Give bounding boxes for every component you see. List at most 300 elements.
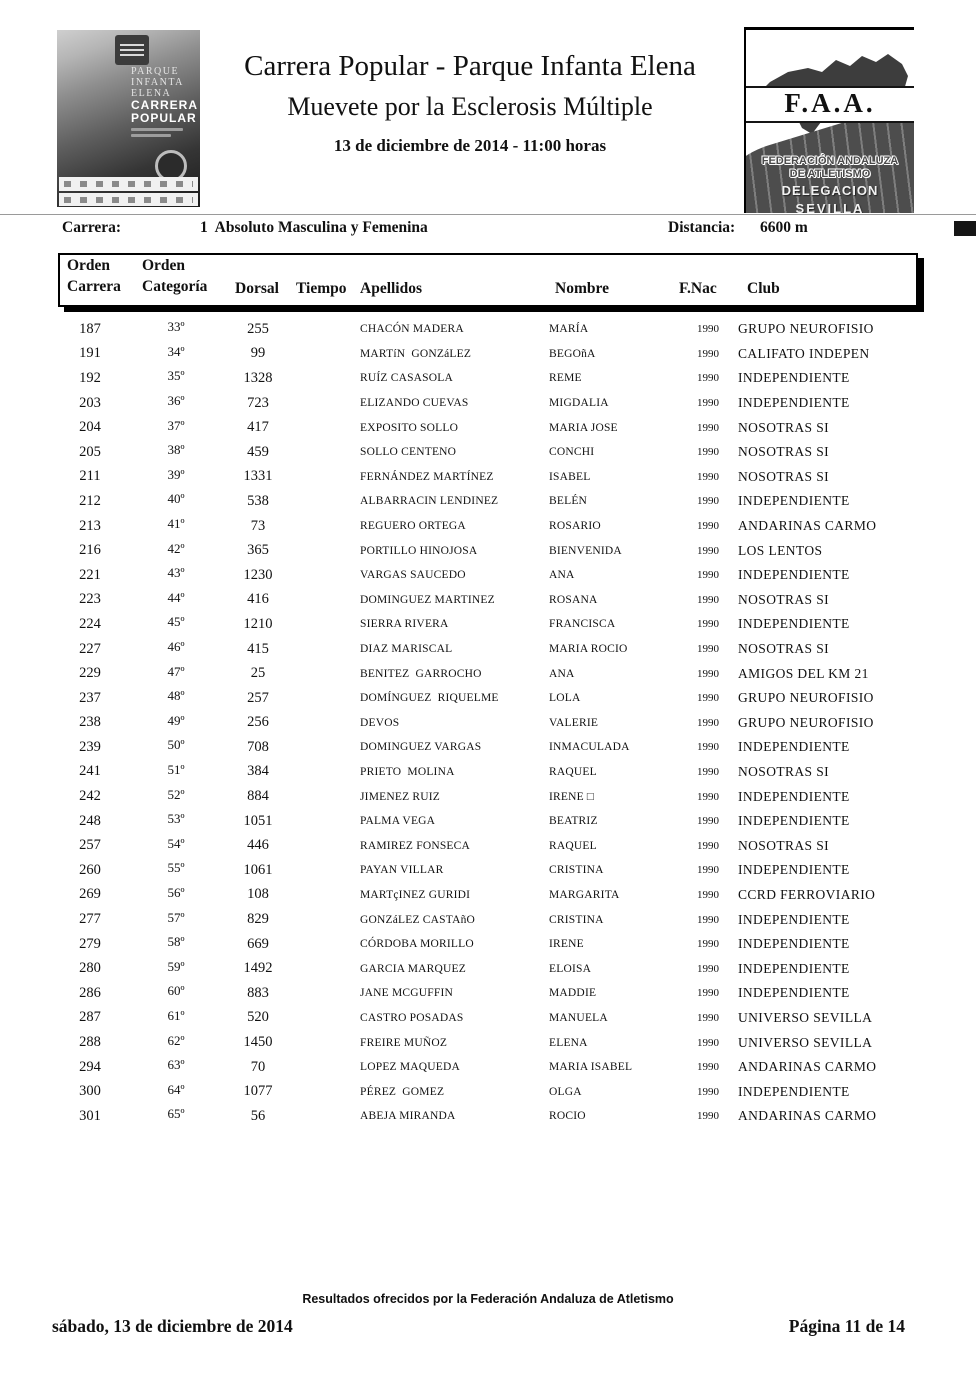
table-row [58, 563, 958, 588]
cell-nombre: RAQUEL [549, 839, 597, 852]
cell-club: NOSOTRAS SI [738, 468, 830, 484]
cell-fnac: 1990 [697, 397, 719, 410]
event-datetime: 13 de diciembre de 2014 - 11:00 horas [333, 136, 607, 155]
cell-categoria: 52º [167, 786, 185, 802]
cell-dorsal: 56 [250, 1107, 266, 1124]
cell-apellidos: LOPEZ MAQUEDA [360, 1061, 461, 1074]
cell-dorsal: 25 [250, 665, 266, 682]
cell-apellidos: PRIETO MOLINA [360, 765, 455, 778]
cell-orden: 288 [79, 1034, 101, 1051]
table-row [58, 1104, 958, 1129]
cell-orden: 191 [79, 345, 101, 362]
cell-fnac: 1990 [697, 765, 719, 778]
cell-dorsal: 257 [247, 689, 269, 706]
cell-categoria: 37º [167, 417, 185, 433]
cell-apellidos: JANE MCGUFFIN [360, 987, 454, 1000]
cell-nombre: ANA [549, 569, 575, 582]
cell-fnac: 1990 [697, 667, 719, 680]
cell-dorsal: 520 [247, 1009, 269, 1026]
cell-nombre: IRENE □ [549, 790, 595, 803]
cell-apellidos: ALBARRACIN LENDINEZ [360, 495, 499, 508]
cell-dorsal: 883 [247, 984, 269, 1001]
cell-orden: 237 [79, 689, 101, 706]
cell-categoria: 41º [167, 516, 185, 532]
cell-dorsal: 1492 [243, 960, 273, 977]
cell-apellidos: BENITEZ GARROCHO [360, 667, 482, 680]
cell-dorsal: 99 [250, 345, 266, 362]
cell-orden: 223 [79, 591, 101, 608]
cell-orden: 287 [79, 1009, 101, 1026]
cell-orden: 212 [79, 492, 101, 509]
cell-categoria: 54º [167, 835, 185, 851]
cell-categoria: 35º [167, 368, 185, 384]
cell-apellidos: MARTíN GONZáLEZ [360, 347, 472, 360]
table-row [58, 489, 958, 514]
cell-dorsal: 1328 [243, 369, 273, 386]
table-row [58, 711, 958, 736]
header-orden-categoria: Orden [142, 257, 186, 274]
table-row [58, 858, 958, 883]
cell-apellidos: EXPOSITO SOLLO [360, 421, 459, 434]
cell-apellidos: DOMINGUEZ VARGAS [360, 741, 482, 754]
poster-venue-line: ELENA [131, 88, 172, 99]
cell-dorsal: 1051 [243, 812, 273, 829]
cell-club: INDEPENDIENTE [738, 370, 850, 386]
cell-club: INDEPENDIENTE [738, 493, 850, 509]
cell-nombre: MANUELA [549, 1011, 608, 1024]
cell-nombre: MARIA ISABEL [549, 1061, 633, 1074]
cell-fnac: 1990 [697, 839, 719, 852]
faa-acronym: F.A.A. [746, 86, 914, 123]
cell-apellidos: DOMÍNGUEZ RIQUELME [360, 692, 499, 705]
cell-nombre: ELOISA [549, 962, 592, 975]
cell-categoria: 39º [167, 466, 185, 482]
cell-categoria: 55º [167, 860, 185, 876]
cell-fnac: 1990 [697, 815, 719, 828]
cell-orden: 300 [79, 1083, 101, 1100]
cell-club: INDEPENDIENTE [738, 739, 850, 755]
cell-apellidos: SOLLO CENTENO [360, 446, 457, 459]
cell-dorsal: 1061 [243, 861, 273, 878]
cell-dorsal: 73 [250, 517, 266, 534]
cell-nombre: RAQUEL [549, 765, 597, 778]
cell-apellidos: SIERRA RIVERA [360, 618, 449, 631]
header-tiempo: Tiempo [296, 280, 347, 297]
table-row [58, 342, 958, 367]
table-row [58, 538, 958, 563]
distancia-value: 6600 m [760, 219, 808, 236]
cell-dorsal: 446 [247, 837, 269, 854]
cell-categoria: 64º [167, 1081, 185, 1097]
cell-nombre: CRISTINA [549, 864, 604, 877]
cell-fnac: 1990 [697, 938, 719, 951]
cell-apellidos: CÓRDOBA MORILLO [360, 938, 474, 951]
faa-org-line: FEDERACIÓN ANDALUZA [761, 155, 899, 167]
header-club: Club [747, 280, 780, 297]
cell-fnac: 1990 [697, 987, 719, 1000]
cell-club: ANDARINAS CARMO [738, 1059, 877, 1075]
cell-dorsal: 415 [247, 640, 269, 657]
cell-orden: 204 [79, 419, 101, 436]
cell-club: INDEPENDIENTE [738, 567, 850, 583]
cell-dorsal: 884 [247, 788, 269, 805]
cell-categoria: 65º [167, 1106, 185, 1122]
cell-nombre: MIGDALIA [549, 397, 609, 410]
cell-fnac: 1990 [697, 569, 719, 582]
poster-venue-line: PARQUE [131, 66, 180, 77]
table-row [58, 588, 958, 613]
cell-apellidos: RUÍZ CASASOLA [360, 372, 454, 385]
cell-apellidos: DIAZ MARISCAL [360, 643, 453, 656]
header-fnac: F.Nac [679, 280, 717, 297]
cell-nombre: ROSANA [549, 593, 598, 606]
cell-nombre: FRANCISCA [549, 618, 616, 631]
cell-club: NOSOTRAS SI [738, 837, 830, 853]
cell-club: NOSOTRAS SI [738, 591, 830, 607]
cell-apellidos: DEVOS [360, 716, 400, 729]
poster-event-line: CARRERA [131, 98, 198, 112]
footer-date: sábado, 13 de diciembre de 2014 [52, 1316, 293, 1336]
table-row [58, 907, 958, 932]
cell-nombre: MARIA ROCIO [549, 643, 628, 656]
cell-apellidos: MARTçINEZ GURIDI [360, 888, 471, 901]
table-row [58, 661, 958, 686]
footer-page-number: Página 11 de 14 [788, 1316, 905, 1336]
cell-dorsal: 1077 [243, 1083, 273, 1100]
cell-dorsal: 416 [247, 591, 269, 608]
results-table-header [58, 253, 918, 307]
page-title: Carrera Popular - Parque Infanta Elena [244, 50, 696, 82]
race-info-line [0, 219, 976, 239]
cell-orden: 224 [79, 615, 101, 632]
cell-nombre: ISABEL [549, 470, 591, 483]
cell-dorsal: 829 [247, 911, 269, 928]
cell-nombre: MARÍA [549, 323, 589, 336]
faa-delegation-line: DELEGACION [781, 183, 879, 198]
cell-nombre: MARIA JOSE [549, 421, 618, 434]
header-orden-categoria: Categoría [142, 278, 208, 295]
cell-orden: 216 [79, 542, 101, 559]
cell-apellidos: PAYAN VILLAR [360, 864, 444, 877]
cell-apellidos: VARGAS SAUCEDO [360, 569, 466, 582]
cell-fnac: 1990 [697, 864, 719, 877]
cell-club: CCRD FERROVIARIO [738, 886, 876, 902]
table-row [58, 760, 958, 785]
cell-fnac: 1990 [697, 446, 719, 459]
cell-dorsal: 365 [247, 542, 269, 559]
cell-nombre: ROSARIO [549, 520, 601, 533]
cell-club: GRUPO NEUROFISIO [738, 321, 874, 337]
cell-categoria: 34º [167, 343, 185, 359]
cell-club: INDEPENDIENTE [738, 1083, 850, 1099]
distancia-label: Distancia: [668, 219, 736, 236]
cell-categoria: 57º [167, 909, 185, 925]
cell-nombre: BEATRIZ [549, 815, 598, 828]
cell-categoria: 61º [167, 1007, 185, 1023]
cell-apellidos: ELIZANDO CUEVAS [360, 397, 469, 410]
cell-categoria: 53º [167, 811, 185, 827]
cell-orden: 192 [79, 369, 101, 386]
cell-fnac: 1990 [697, 1110, 719, 1123]
table-row [58, 391, 958, 416]
cell-dorsal: 108 [247, 886, 269, 903]
cell-club: GRUPO NEUROFISIO [738, 690, 874, 706]
cell-categoria: 60º [167, 983, 185, 999]
cell-nombre: ROCIO [549, 1110, 586, 1123]
results-credit-line: Resultados ofrecidos por la Federación Andaluza de Atletismo [302, 1292, 674, 1306]
cell-orden: 238 [79, 714, 101, 731]
cell-apellidos: FERNÁNDEZ MARTÍNEZ [360, 470, 494, 483]
cell-nombre: ANA [549, 667, 575, 680]
cell-club: INDEPENDIENTE [738, 960, 850, 976]
cell-categoria: 36º [167, 393, 185, 409]
cell-apellidos: RAMIREZ FONSECA [360, 839, 471, 852]
cell-orden: 239 [79, 738, 101, 755]
cell-fnac: 1990 [697, 643, 719, 656]
cell-apellidos: FREIRE MUÑOZ [360, 1036, 448, 1049]
cell-apellidos: DOMINGUEZ MARTINEZ [360, 593, 495, 606]
cell-club: CALIFATO INDEPEN [738, 345, 870, 361]
header-orden-carrera: Carrera [67, 278, 121, 295]
cell-dorsal: 417 [247, 419, 269, 436]
cell-orden: 203 [79, 394, 101, 411]
cell-fnac: 1990 [697, 962, 719, 975]
cell-fnac: 1990 [697, 1036, 719, 1049]
cell-fnac: 1990 [697, 913, 719, 926]
cell-apellidos: PALMA VEGA [360, 815, 436, 828]
cell-orden: 301 [79, 1107, 101, 1124]
table-row [58, 637, 958, 662]
cell-categoria: 59º [167, 958, 185, 974]
cell-apellidos: REGUERO ORTEGA [360, 520, 466, 533]
cell-club: NOSOTRAS SI [738, 763, 830, 779]
poster-fineprint-bar [131, 128, 183, 131]
cell-orden: 279 [79, 935, 101, 952]
cell-fnac: 1990 [697, 716, 719, 729]
cell-club: AMIGOS DEL KM 21 [738, 665, 869, 681]
cell-fnac: 1990 [697, 323, 719, 336]
table-row [58, 317, 958, 342]
cell-club: NOSOTRAS SI [738, 641, 830, 657]
cell-fnac: 1990 [697, 470, 719, 483]
cell-categoria: 42º [167, 540, 185, 556]
poster-venue-line: INFANTA [131, 77, 184, 88]
cell-nombre: MARGARITA [549, 888, 620, 901]
cell-fnac: 1990 [697, 421, 719, 434]
table-row [58, 809, 958, 834]
cell-dorsal: 708 [247, 738, 269, 755]
header-dorsal: Dorsal [235, 280, 279, 297]
cell-orden: 269 [79, 886, 101, 903]
cell-club: INDEPENDIENTE [738, 788, 850, 804]
cell-dorsal: 1450 [243, 1034, 273, 1051]
cell-nombre: BEGOñA [549, 347, 596, 360]
cell-orden: 257 [79, 837, 101, 854]
cell-nombre: BELÉN [549, 495, 588, 508]
event-poster-image [57, 30, 200, 207]
cell-dorsal: 538 [247, 492, 269, 509]
cell-club: INDEPENDIENTE [738, 936, 850, 952]
cell-orden: 213 [79, 517, 101, 534]
header-apellidos: Apellidos [360, 280, 423, 297]
cell-dorsal: 1230 [243, 566, 273, 583]
cell-apellidos: GARCIA MARQUEZ [360, 962, 466, 975]
cell-nombre: IRENE [549, 938, 584, 951]
cell-fnac: 1990 [697, 347, 719, 360]
cell-categoria: 48º [167, 688, 185, 704]
cell-orden: 229 [79, 665, 101, 682]
cell-club: ANDARINAS CARMO [738, 518, 877, 534]
cell-fnac: 1990 [697, 888, 719, 901]
faa-city-line: SEVILLA [795, 201, 865, 213]
cell-club: NOSOTRAS SI [738, 419, 830, 435]
cell-orden: 187 [79, 320, 101, 337]
cell-dorsal: 459 [247, 443, 269, 460]
table-row [58, 1079, 958, 1104]
poster-sponsors-strip [59, 193, 198, 206]
cell-dorsal: 255 [247, 320, 269, 337]
cell-nombre: CRISTINA [549, 913, 604, 926]
cell-club: INDEPENDIENTE [738, 911, 850, 927]
cell-club: GRUPO NEUROFISIO [738, 714, 874, 730]
table-row [58, 1006, 958, 1031]
cell-dorsal: 669 [247, 935, 269, 952]
cell-categoria: 43º [167, 565, 185, 581]
faa-org-line: DE ATLETISMO [789, 168, 871, 180]
cell-orden: 294 [79, 1058, 101, 1075]
cell-orden: 205 [79, 443, 101, 460]
cell-club: NOSOTRAS SI [738, 444, 830, 460]
cell-club: UNIVERSO SEVILLA [738, 1009, 873, 1025]
table-row [58, 514, 958, 539]
cell-apellidos: GONZáLEZ CASTAñO [360, 913, 476, 926]
cell-categoria: 40º [167, 491, 185, 507]
cell-dorsal: 1210 [243, 615, 273, 632]
cell-categoria: 56º [167, 884, 185, 900]
cell-fnac: 1990 [697, 1061, 719, 1074]
cell-dorsal: 384 [247, 763, 269, 780]
cell-orden: 211 [79, 468, 101, 485]
cell-nombre: INMACULADA [549, 741, 630, 754]
cell-orden: 248 [79, 812, 101, 829]
cell-fnac: 1990 [697, 741, 719, 754]
cell-apellidos: PÉREZ GOMEZ [360, 1085, 445, 1098]
table-row [58, 833, 958, 858]
cell-categoria: 38º [167, 442, 185, 458]
carrera-value: 1 Absoluto Masculina y Femenina [200, 219, 428, 236]
header-orden-carrera: Orden [67, 257, 111, 274]
cell-dorsal: 1331 [243, 468, 273, 485]
cell-fnac: 1990 [697, 1011, 719, 1024]
table-row [58, 440, 958, 465]
cell-dorsal: 256 [247, 714, 269, 731]
cell-categoria: 49º [167, 712, 185, 728]
header-nombre: Nombre [555, 280, 609, 297]
results-rows [58, 317, 958, 1129]
cell-orden: 221 [79, 566, 101, 583]
cell-apellidos: JIMENEZ RUIZ [360, 790, 441, 803]
table-row [58, 366, 958, 391]
cell-fnac: 1990 [697, 544, 719, 557]
poster-emblem-icon [115, 35, 149, 65]
table-row [58, 1030, 958, 1055]
cell-nombre: MADDIE [549, 987, 597, 1000]
cell-fnac: 1990 [697, 372, 719, 385]
cell-categoria: 51º [167, 761, 185, 777]
cell-categoria: 45º [167, 614, 185, 630]
table-row [58, 415, 958, 440]
cell-apellidos: CASTRO POSADAS [360, 1011, 464, 1024]
table-row [58, 883, 958, 908]
table-row [58, 686, 958, 711]
cell-club: ANDARINAS CARMO [738, 1108, 877, 1124]
cell-club: INDEPENDIENTE [738, 395, 850, 411]
cell-fnac: 1990 [697, 495, 719, 508]
cell-club: INDEPENDIENTE [738, 985, 850, 1001]
table-row [58, 981, 958, 1006]
cell-orden: 286 [79, 984, 101, 1001]
cell-categoria: 50º [167, 737, 185, 753]
table-row [58, 932, 958, 957]
cell-categoria: 63º [167, 1057, 185, 1073]
cell-fnac: 1990 [697, 1085, 719, 1098]
cell-fnac: 1990 [697, 618, 719, 631]
cell-categoria: 58º [167, 934, 185, 950]
cell-club: LOS LENTOS [738, 542, 823, 558]
cell-nombre: OLGA [549, 1085, 582, 1098]
poster-fineprint-bar [131, 134, 171, 137]
table-row [58, 1055, 958, 1080]
cell-club: INDEPENDIENTE [738, 862, 850, 878]
cell-orden: 277 [79, 911, 101, 928]
page-subtitle: Muevete por la Esclerosis Múltiple [287, 92, 653, 121]
cell-nombre: ELENA [549, 1036, 588, 1049]
cell-nombre: REME [549, 372, 582, 385]
table-row [58, 784, 958, 809]
cell-orden: 242 [79, 788, 101, 805]
cell-orden: 227 [79, 640, 101, 657]
cell-orden: 241 [79, 763, 101, 780]
table-row [58, 956, 958, 981]
cell-apellidos: ABEJA MIRANDA [360, 1110, 456, 1123]
cell-nombre: CONCHI [549, 446, 595, 459]
cell-categoria: 62º [167, 1032, 185, 1048]
cell-categoria: 33º [167, 319, 185, 335]
table-row [58, 465, 958, 490]
cell-categoria: 44º [167, 589, 185, 605]
cell-club: INDEPENDIENTE [738, 616, 850, 632]
cell-dorsal: 723 [247, 394, 269, 411]
cell-nombre: LOLA [549, 692, 581, 705]
cell-fnac: 1990 [697, 790, 719, 803]
cell-orden: 280 [79, 960, 101, 977]
cell-apellidos: PORTILLO HINOJOSA [360, 544, 478, 557]
poster-sponsors-strip [59, 177, 198, 191]
cell-fnac: 1990 [697, 593, 719, 606]
poster-event-line: POPULAR [131, 111, 197, 125]
cell-categoria: 47º [167, 663, 185, 679]
carrera-label: Carrera: [62, 219, 122, 236]
cell-apellidos: CHACÓN MADERA [360, 323, 464, 336]
cell-club: UNIVERSO SEVILLA [738, 1034, 873, 1050]
cell-categoria: 46º [167, 639, 185, 655]
table-row [58, 612, 958, 637]
cell-orden: 260 [79, 861, 101, 878]
header-divider [0, 214, 976, 215]
cell-club: INDEPENDIENTE [738, 813, 850, 829]
cell-nombre: VALERIE [549, 716, 599, 729]
table-row [58, 735, 958, 760]
